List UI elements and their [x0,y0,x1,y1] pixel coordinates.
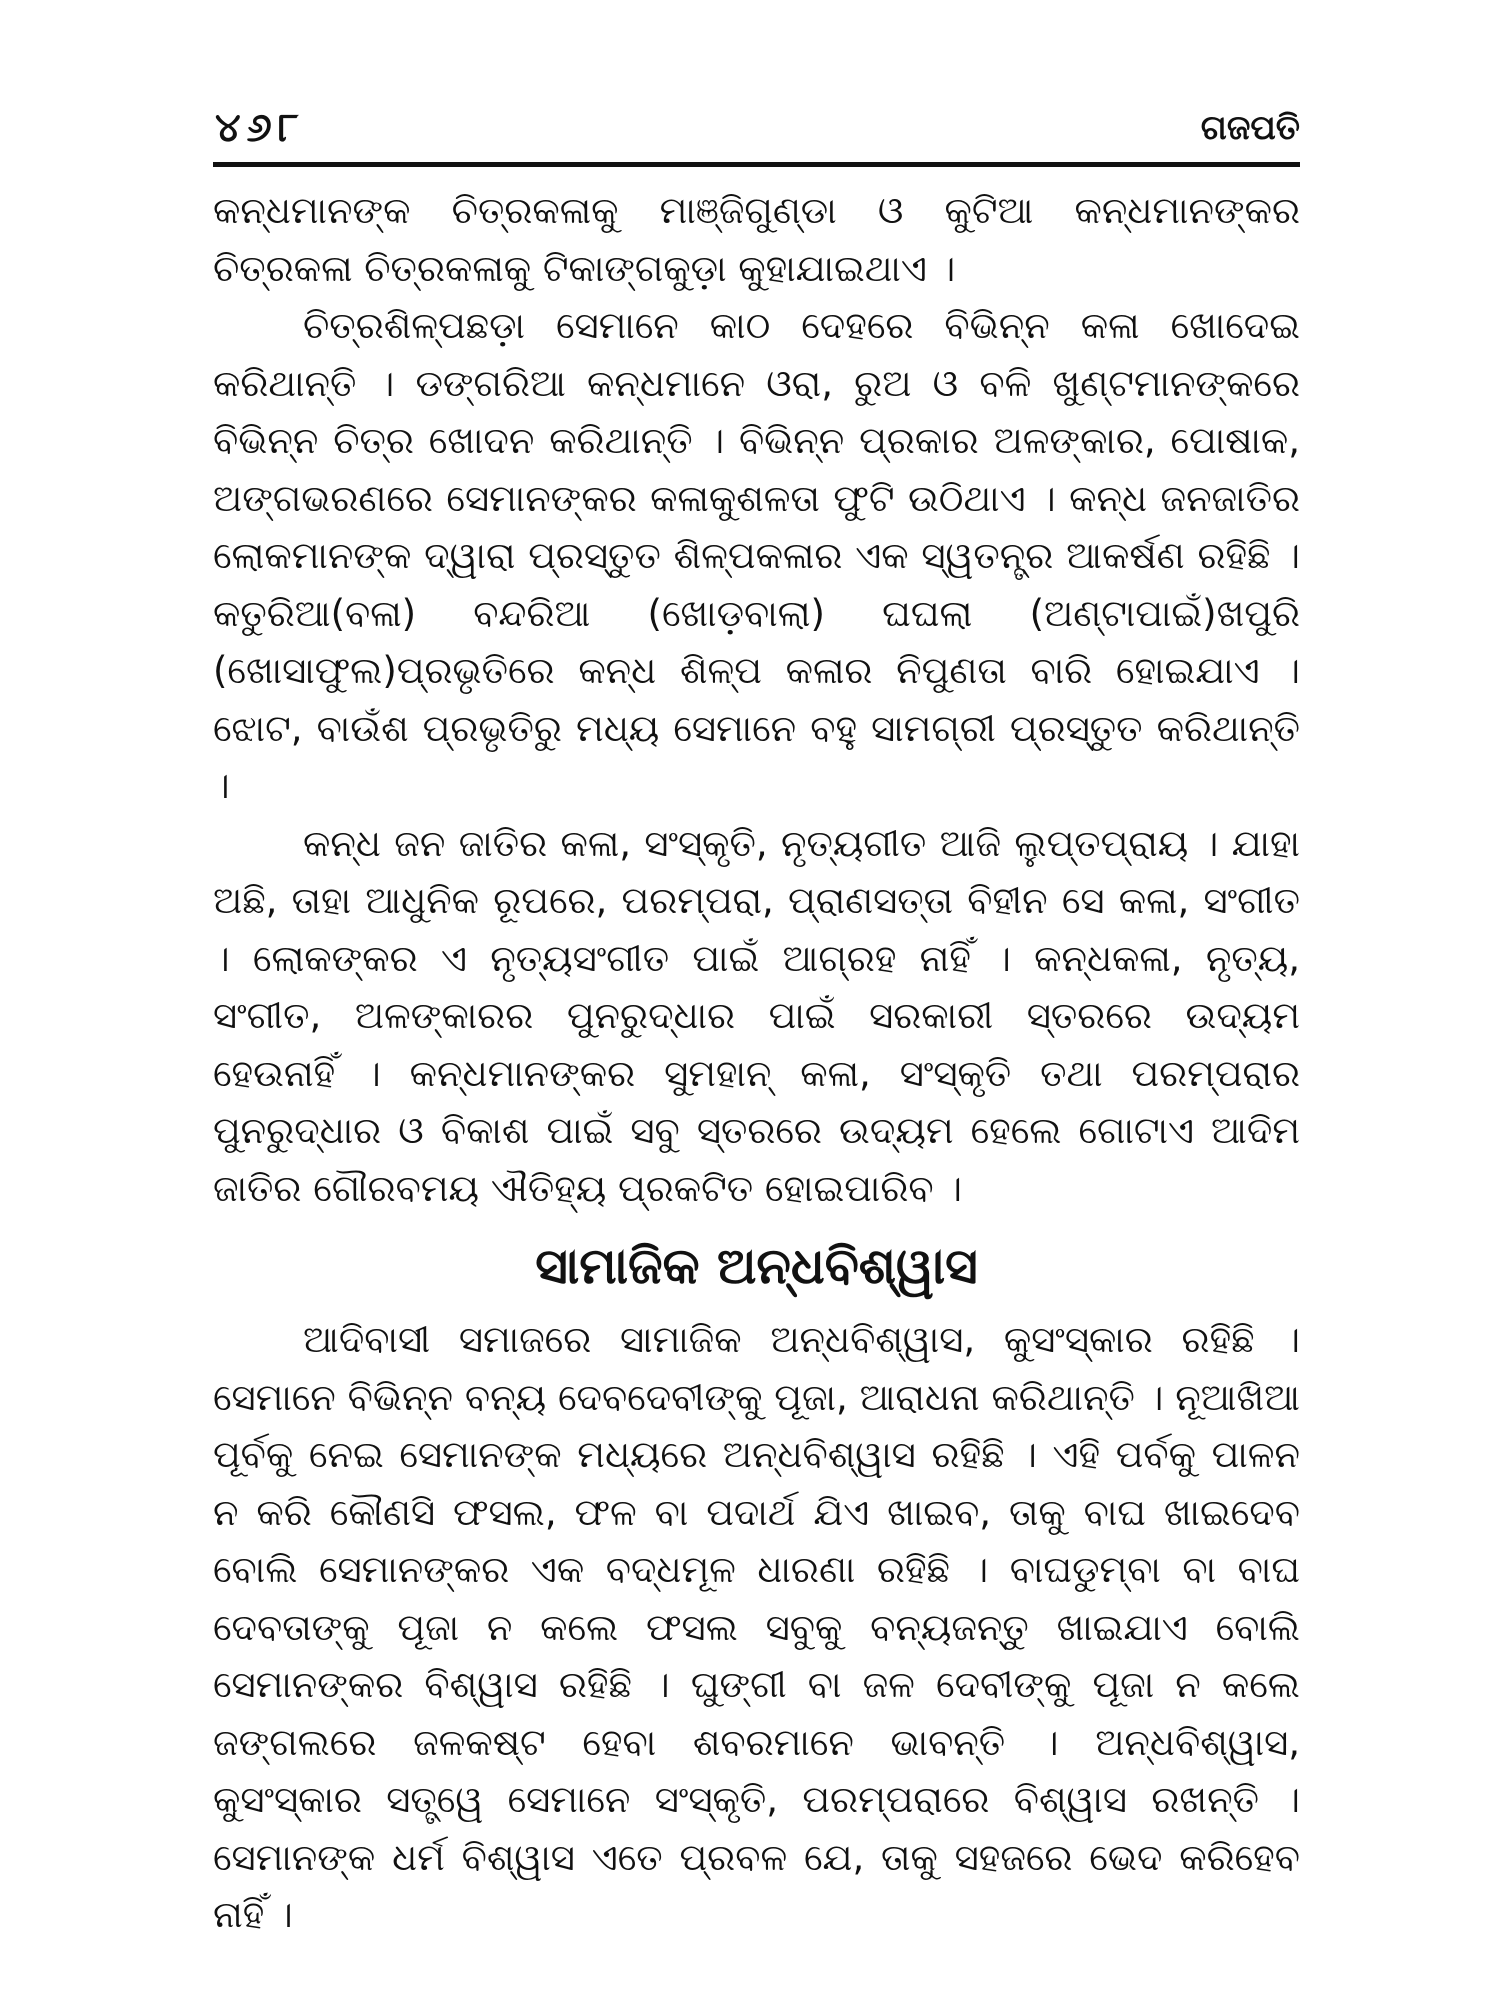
page-number: ୪୬୮ [215,105,305,151]
paragraph-1: କନ୍ଧମାନଙ୍କ ଚିତ୍ରକଳାକୁ ମାଞ୍ଜିଗୁଣ୍ଡା ଓ କୁଟିଆ କନ୍ଧମାନଙ୍କର ଚିତ୍ରକଳା ଚିତ୍ରକଳାକୁ ଟିକାଙ୍ଗକୁଡ଼ା କୁହାଯାଇଥାଏ । [213,189,1300,290]
section-heading: ସାମାଜିକ ଅନ୍ଧବିଶ୍ୱାସ [535,1237,978,1295]
body-text [213,182,1300,1944]
header-rule [213,162,1300,167]
paragraph-2: ଚିତ୍ରଶିଳ୍ପଛଡ଼ା ସେମାନେ କାଠ ଦେହରେ ବିଭିନ୍ନ କଳା ଖୋଦେଇ କରିଥାନ୍ତି । ଡଙ୍ଗରିଆ କନ୍ଧମାନେ ଓରା, ରୁଅ ଓ ବଳି ଖୁଣ୍ଟମାନଙ୍କରେ ବିଭିନ୍ନ ଚିତ୍ର ଖୋଦନ କରିଥାନ୍ତି । ବିଭିନ୍ନ ପ୍ରକାର ଅଳଙ୍କାର, ପୋଷାକ, ଅଙ୍ଗଭରଣରେ ସେମାନଙ୍କର କଳାକୁଶଳତା ଫୁଟି ଉଠିଥାଏ । କନ୍ଧ ଜନଜାତିର ଲୋକମାନଙ୍କ ଦ୍ୱାରା ପ୍ରସ୍ତୁତ ଶିଳ୍ପକଳାର ଏକ ସ୍ୱତନ୍ତ୍ର ଆକର୍ଷଣ ରହିଛି । କତୁରିଆ(ବଳା) ବନ୍ଦରିଆ (ଖୋଡ଼ବାଲା) ଘଘଲା (ଅଣ୍ଟାପାଇଁ)ଖପୁରି (ଖୋସାଫୁଲ)ପ୍ରଭୃତିରେ କନ୍ଧ ଶିଳ୍ପ କଳାର ନିପୁଣତା ବାରି ହୋଇଯାଏ । ଝୋଟ, ବାଉଁଶ ପ୍ରଭୃତିରୁ ମଧ୍ୟ ସେମାନେ ବହୁ ସାମଗ୍ରୀ ପ୍ରସ୍ତୁତ କରିଥାନ୍ତି । [213,304,1300,807]
paragraph-4: ଆଦିବାସୀ ସମାଜରେ ସାମାଜିକ ଅନ୍ଧବିଶ୍ୱାସ, କୁସଂସ୍କାର ରହିଛି । ସେମାନେ ବିଭିନ୍ନ ବନ୍ୟ ଦେବଦେବୀଙ୍କୁ ପୂଜା, ଆରାଧନା କରିଥାନ୍ତି । ନୂଆଖିଆ ପୂର୍ବକୁ ନେଇ ସେମାନଙ୍କ ମଧ୍ୟରେ ଅନ୍ଧବିଶ୍ୱାସ ରହିଛି । ଏହି ପର୍ବକୁ ପାଳନ ନ କରି କୌଣସି ଫସଲ, ଫଳ ବା ପଦାର୍ଥ ଯିଏ ଖାଇବ, ତାକୁ ବାଘ ଖାଇଦେବ ବୋଲି ସେମାନଙ୍କର ଏକ ବଦ୍ଧମୂଳ ଧାରଣା ରହିଛି । ବାଘଡୁମ୍ବା ବା ବାଘ ଦେବତାଙ୍କୁ ପୂଜା ନ କଲେ ଫସଲ ସବୁକୁ ବନ୍ୟଜନ୍ତୁ ଖାଇଯାଏ ବୋଲି ସେମାନଙ୍କର ବିଶ୍ୱାସ ରହିଛି । ଘୁଙ୍ଗୀ ବା ଜଳ ଦେବୀଙ୍କୁ ପୂଜା ନ କଲେ ଜଙ୍ଗଲରେ ଜଳକଷ୍ଟ ହେବା ଶବରମାନେ ଭାବନ୍ତି । ଅନ୍ଧବିଶ୍ୱାସ, କୁସଂସ୍କାର ସତ୍ତ୍ୱେ ସେମାନେ ସଂସ୍କୃତି, ପରମ୍ପରାରେ ବିଶ୍ୱାସ ରଖନ୍ତି । ସେମାନଙ୍କ ଧର୍ମ ବିଶ୍ୱାସ ଏତେ ପ୍ରବଳ ଯେ, ତାକୁ ସହଜରେ ଭେଦ କରିହେବ ନାହିଁ । [213,1318,1300,1936]
running-title: ଗଜପତି [1200,108,1300,148]
paragraph-3: କନ୍ଧ ଜନ ଜାତିର କଳା, ସଂସ୍କୃତି, ନୃତ୍ୟଗୀତ ଆଜି ଲୁପ୍ତପ୍ରାୟ । ଯାହା ଅଛି, ତାହା ଆଧୁନିକ ରୂପରେ, ପରମ୍ପରା, ପ୍ରାଣସତ୍ତା ବିହୀନ ସେ କଳା, ସଂଗୀତ । ଲୋକଙ୍କର ଏ ନୃତ୍ୟସଂଗୀତ ପାଇଁ ଆଗ୍ରହ ନାହିଁ । କନ୍ଧକଳା, ନୃତ୍ୟ, ସଂଗୀତ, ଅଳଙ୍କାରର ପୁନରୁଦ୍ଧାର ପାଇଁ ସରକାରୀ ସ୍ତରରେ ଉଦ୍ୟମ ହେଉନାହିଁ । କନ୍ଧମାନଙ୍କର ସୁମହାନ୍ କଳା, ସଂସ୍କୃତି ତଥା ପରମ୍ପରାର ପୁନରୁଦ୍ଧାର ଓ ବିକାଶ ପାଇଁ ସବୁ ସ୍ତରରେ ଉଦ୍ୟମ ହେଲେ ଗୋଟାଏ ଆଦିମ ଜାତିର ଗୌରବମୟ ଐତିହ୍ୟ ପ୍ରକଟିତ ହୋଇପାରିବ । [213,821,1300,1210]
